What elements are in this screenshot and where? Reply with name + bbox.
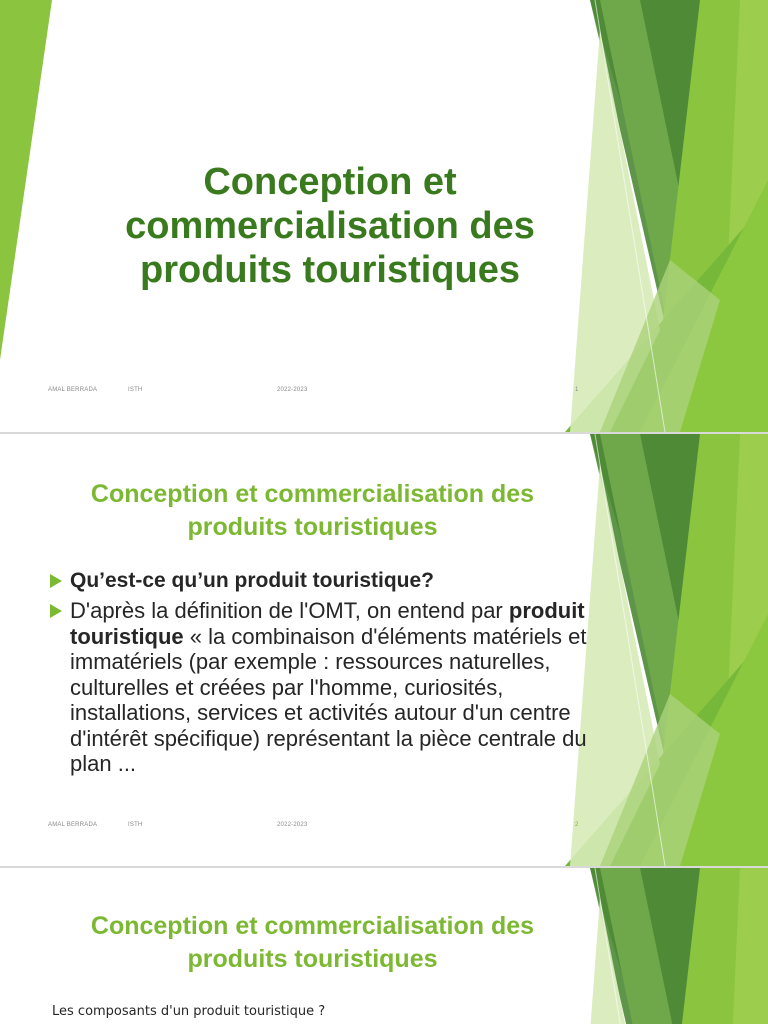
footer-author: AMAL BERRADA	[48, 822, 98, 828]
footer-year: 2022-2023	[277, 822, 308, 828]
bullet-arrow-icon	[50, 604, 62, 618]
bullet-text-part2: « la combinaison d'éléments matériels et immatériels (par exemple : ressources naturelles, culturelles et créées par l'homme, curiosités, installations, services et activités autour d'un centre d'intérêt spécifique) représentant la pièce centrale du plan ...	[70, 623, 587, 776]
footer-page-number: 1	[575, 387, 579, 393]
slide-title: Conception et commercialisation des produits touristiques	[125, 161, 535, 291]
slide-1	[0, 0, 768, 432]
bullet-text-bold: produit touristique	[70, 598, 585, 649]
bullet-list	[48, 568, 593, 777]
bullet-item	[48, 568, 593, 594]
slide-subtitle: Les composants d'un produit touristique ?	[52, 1004, 326, 1019]
footer-page-number: 2	[575, 822, 579, 828]
slide-title: Conception et commercialisation des produits touristiques	[90, 912, 535, 973]
footer-school: ISTH	[128, 387, 143, 393]
bullet-item	[48, 598, 593, 777]
bullet-text: Qu’est-ce qu’un produit touristique?	[70, 569, 434, 592]
footer-school: ISTH	[128, 822, 143, 828]
slide-3	[0, 868, 768, 1024]
slide-2	[0, 434, 768, 866]
slide-title: Conception et commercialisation des produits touristiques	[90, 480, 535, 541]
bullet-text-part1: D'après la définition de l'OMT, on entend par	[70, 598, 509, 623]
footer-author: AMAL BERRADA	[48, 387, 98, 393]
bullet-arrow-icon	[50, 574, 62, 588]
footer-year: 2022-2023	[277, 387, 308, 393]
